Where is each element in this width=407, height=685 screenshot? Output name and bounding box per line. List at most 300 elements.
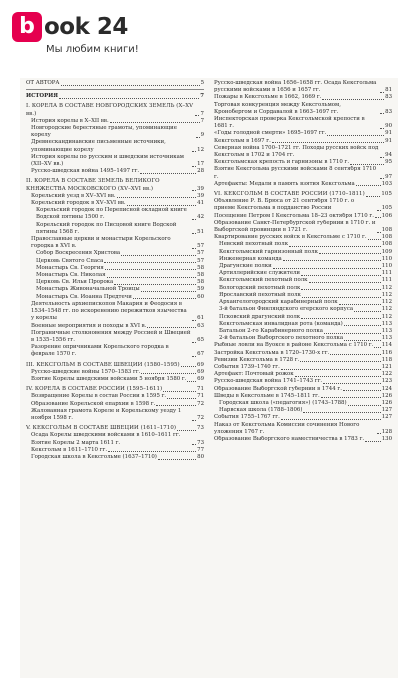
dot-leader: [187, 381, 196, 382]
dot-leader: [301, 318, 381, 319]
toc-entry-title: Монастырь Св. Иоанна Предтечи: [36, 293, 132, 300]
toc-page-number: 128: [381, 428, 392, 435]
toc-entry: [214, 436, 392, 443]
toc-entry: [214, 299, 392, 306]
brand-tagline: Мы любим книги!: [46, 44, 139, 55]
dot-leader: [163, 391, 196, 392]
dot-leader: [303, 412, 380, 413]
toc-entry-title: Вологодский пехотный полк: [219, 284, 301, 291]
toc-entry: [26, 301, 204, 323]
toc-page-number: 108: [381, 234, 392, 241]
dot-leader: [380, 113, 384, 114]
toc-entry-title: Артиллерийские служители: [219, 270, 301, 277]
toc-page-number: 112: [381, 284, 392, 291]
toc-entry-title: Драгунские полки: [219, 263, 272, 270]
toc-page-number: 57: [197, 243, 204, 250]
toc-page-number: 118: [381, 356, 392, 363]
toc-page-number: 91: [385, 137, 392, 144]
toc-entry-title: Корельский городок по Писцовой книге Водской пятины 1568 г.: [36, 221, 177, 235]
toc-page-number: 90: [385, 123, 392, 130]
toc-entry-title: События 1755–1767 гг.: [214, 414, 280, 421]
toc-page-number: 65: [197, 336, 204, 343]
toc-entry: [26, 154, 204, 168]
toc-entry: [26, 447, 204, 454]
toc-entry-title: Образование Санкт-Петербургской губернии в 1710 г. и Выборгской провинции в 1721 г.: [214, 219, 376, 234]
dot-leader: [377, 232, 381, 233]
toc-page-number: 113: [381, 320, 392, 327]
toc-page-number: 39: [197, 192, 204, 199]
toc-entry: [214, 263, 392, 270]
toc-entry-title: Шведы в Кексгольме в 1745–1811 гг.: [214, 392, 320, 399]
toc-page-number: 126: [381, 392, 392, 399]
toc-page-number: 112: [381, 291, 392, 298]
toc-page-number: 116: [381, 349, 392, 356]
toc-page-number: 7: [200, 117, 204, 124]
dot-leader: [192, 166, 196, 167]
dot-leader: [344, 340, 381, 341]
toc-entry: [214, 166, 392, 180]
dot-leader: [195, 115, 199, 116]
dot-leader: [374, 347, 380, 348]
toc-page-number: 71: [196, 386, 204, 393]
dot-leader: [283, 260, 381, 261]
toc-page-number: 58: [197, 264, 204, 271]
toc-entry-title: Монастырь Св. Николая: [36, 272, 106, 279]
toc-entry-title: ИСТОРИЯ: [26, 93, 58, 100]
toc-page-number: 105: [381, 205, 392, 212]
toc-entry-title: 3-й батальон Финляндского егерского корпуса: [219, 306, 354, 313]
toc-entry-title: Артефакты: Медали в память взятия Кексгольма: [214, 180, 355, 187]
toc-entry-title: Инспекторская проверка Кексгольмской крепости в 1681 г.: [214, 116, 365, 130]
toc-page-number: 58: [197, 272, 204, 279]
dot-leader: [273, 268, 381, 269]
toc-entry-title: Артефакт: Почтовый рожок: [214, 371, 294, 378]
toc-entry-title: Древнескандинавские письменные источники, упоминающие корелу: [31, 139, 166, 153]
toc-entry: [26, 207, 204, 221]
toc-entry: [26, 168, 204, 175]
toc-page-number: 58: [197, 279, 204, 286]
toc-entry: [26, 178, 204, 192]
dot-leader: [327, 135, 384, 136]
toc-entry-title: II. КОРЕЛА В СОСТАВЕ ЗЕМЕЛЬ ВЕЛИКОГО КНЯЖЕСТВА МОСКОВСКОГО (XV–XVI вв.): [26, 178, 160, 192]
dot-leader: [158, 459, 196, 460]
toc-entry-title: Жалованная грамота Корелe и Корельскому уезду 1 ноября 1598 г.: [31, 407, 182, 421]
toc-page-number: 67: [197, 351, 204, 358]
toc-entry: [214, 80, 392, 94]
dot-leader: [140, 173, 196, 174]
toc-page-number: 39: [196, 185, 204, 192]
toc-entry: [214, 198, 392, 212]
toc-entry-title: Корельский уезд в XV–XVI вв.: [31, 192, 116, 199]
toc-page-number: 108: [381, 227, 392, 234]
toc-entry-title: Кексгольмская инвалидная рота (команда): [219, 320, 343, 327]
table-of-contents-page: [20, 78, 398, 678]
toc-entry: [26, 125, 204, 139]
toc-page-number: 73: [196, 425, 204, 432]
dot-leader: [192, 151, 196, 152]
dot-leader: [192, 190, 196, 191]
book24-logo[interactable]: [12, 12, 128, 42]
toc-entry-title: Посещение Петром I Кексгольма 18–23 октября 1710 г.: [214, 212, 374, 219]
toc-entry: [214, 314, 392, 321]
dot-leader: [322, 99, 384, 100]
toc-page-number: 7: [200, 110, 204, 117]
dot-leader: [192, 444, 196, 445]
toc-entry: [214, 277, 392, 284]
toc-entry: [214, 400, 392, 407]
toc-column-right: [214, 80, 392, 443]
dot-leader: [368, 239, 381, 240]
toc-entry: [26, 80, 204, 87]
toc-entry-title: Инженерная команда: [219, 255, 282, 262]
toc-entry-title: Ревизии Кексгольма в 1728 г.: [214, 356, 300, 363]
dot-leader: [192, 320, 196, 321]
toc-page-number: 127: [381, 407, 392, 414]
dot-leader: [380, 157, 384, 158]
toc-page-number: 130: [381, 435, 392, 442]
dot-leader: [319, 253, 381, 254]
toc-entry: [214, 102, 392, 116]
dot-leader: [301, 289, 380, 290]
toc-page-number: 69: [197, 375, 204, 382]
dot-leader: [127, 205, 196, 206]
toc-page-number: 83: [385, 94, 392, 101]
toc-page-number: 122: [381, 371, 392, 378]
toc-entry: [214, 213, 392, 220]
toc-entry: [214, 191, 392, 198]
toc-entry: [214, 241, 392, 248]
toc-page-number: 112: [381, 306, 392, 313]
toc-entry-title: Русско-шведская война 1495–1497 гг.: [31, 168, 140, 175]
toc-entry-title: VI. КЕКСГОЛЬМ В СОСТАВЕ РОССИИ (1710–1811): [214, 191, 365, 198]
dot-leader: [61, 85, 200, 86]
dot-leader: [114, 284, 196, 285]
dot-leader: [343, 390, 381, 391]
toc-entry: [214, 181, 392, 188]
dot-leader: [192, 356, 196, 357]
toc-page-number: 77: [197, 446, 204, 453]
toc-entry: [214, 407, 392, 414]
toc-entry: [26, 193, 204, 200]
toc-entry: [26, 222, 204, 236]
toc-entry: [214, 364, 392, 371]
dot-leader: [380, 92, 384, 93]
toc-entry-title: Новгородские берестяные грамоты, упоминающие корелу: [31, 125, 177, 139]
toc-entry-title: «Годы голодной смерти» 1695–1697 гг.: [214, 130, 327, 137]
toc-page-number: 114: [381, 342, 392, 349]
toc-page-number: 5: [200, 80, 204, 86]
toc-entry: [214, 328, 392, 335]
dot-leader: [121, 255, 196, 256]
dot-leader: [141, 291, 197, 292]
toc-entry-title: V. КЕКСГОЛЬМ В СОСТАВЕ ШВЕЦИИ (1611–1710): [26, 425, 177, 432]
toc-entry-title: Батальон 2-го Карабинерного полка: [219, 327, 323, 334]
toc-page-number: 63: [197, 322, 204, 329]
toc-entry-title: Деятельность архиепископов Макария и Феодосия в 1534–1548 гг. по искоренению пережитков язычества у корелы: [31, 300, 187, 322]
toc-entry: [26, 250, 204, 257]
dot-leader: [377, 433, 381, 434]
dot-leader: [192, 420, 196, 421]
toc-page-number: 12: [197, 146, 204, 153]
logo-mark: b: [12, 12, 42, 42]
toc-entry: [26, 139, 204, 153]
toc-entry-title: Торговая конкуренция между Кексгольмом, Кронобергом и Сордавалой в 1663–1697 гг.: [214, 101, 341, 115]
toc-page-number: 73: [197, 439, 204, 446]
toc-entry: [214, 270, 392, 277]
dot-leader: [59, 98, 199, 99]
toc-entry-title: Городская школа («педагогия») (1743–1788): [219, 399, 347, 406]
toc-page-number: 113: [381, 335, 392, 342]
dot-leader: [350, 164, 384, 165]
dot-leader: [281, 419, 381, 420]
toc-entry-title: 2-й батальон Выборгского пехотного полка: [219, 335, 344, 342]
dot-leader: [167, 398, 196, 399]
toc-entry: [26, 286, 204, 293]
toc-entry: [26, 376, 204, 383]
toc-page-number: 83: [385, 108, 392, 115]
toc-page-number: 106: [381, 212, 392, 219]
dot-leader: [324, 333, 381, 334]
toc-entry-title: Ярославский пехотный полк: [219, 291, 301, 298]
toc-entry-title: Русско-шведская война 1741–1743 гг.: [214, 378, 323, 385]
toc-entry-title: Объявление Р. В. Брюса от 21 сентября 1710 г. о приеме Кексгольма в подданство России: [214, 198, 355, 212]
toc-entry-title: Городская школа в Кексгольме (1637–1710): [31, 453, 157, 460]
toc-page-number: 81: [385, 87, 392, 94]
toc-page-number: 57: [197, 257, 204, 264]
toc-entry-title: Русско-шведская война 1656–1658 гг. Осада Кексгольма русскими войсками в 1656 и 1657 гг.: [214, 80, 377, 94]
toc-entry-title: Церковь Святого Спаса: [36, 257, 104, 264]
dot-leader: [330, 354, 380, 355]
toc-entry: [214, 414, 392, 421]
toc-page-number: 71: [197, 393, 204, 400]
toc-entry-title: Разорение опричниками Корельского городка в феврале 1570 г.: [31, 344, 169, 358]
toc-entry: [26, 258, 204, 265]
toc-entry: [26, 103, 204, 117]
toc-entry: [26, 393, 204, 400]
toc-entry: [214, 393, 392, 400]
toc-entry: [214, 292, 392, 299]
toc-entry: [26, 344, 204, 358]
dot-leader: [354, 311, 381, 312]
toc-entry: [214, 306, 392, 313]
toc-entry: [26, 272, 204, 279]
toc-page-number: 105: [381, 191, 392, 198]
dot-leader: [300, 361, 380, 362]
dot-leader: [181, 366, 196, 367]
toc-page-number: 61: [197, 315, 204, 322]
toc-page-number: 111: [381, 277, 392, 284]
dot-leader: [272, 142, 384, 143]
toc-entry-title: Корельский городок в XV–XVI вв.: [31, 200, 126, 207]
toc-entry: [214, 94, 392, 101]
toc-entry-title: Корельский городок по Переписной окладной книге Водской пятины 1500 г.: [36, 207, 187, 221]
dot-leader: [380, 178, 384, 179]
toc-page-number: 109: [381, 248, 392, 255]
dot-leader: [105, 269, 196, 270]
toc-page-number: 126: [381, 399, 392, 406]
dot-leader: [375, 217, 381, 218]
dot-leader: [117, 197, 197, 198]
toc-entry: [214, 321, 392, 328]
toc-entry: [214, 220, 392, 234]
toc-entry-title: Кексгольмский пехотный полк: [219, 277, 308, 284]
toc-entry-title: Северная война 1700–1721 гг. Походы русских войск под Кексгольм в 1702 и 1704 гг.: [214, 144, 379, 159]
toc-entry-title: Монастырь Св. Георгия: [36, 264, 104, 271]
dot-leader: [380, 128, 384, 129]
dot-leader: [323, 383, 381, 384]
dot-leader: [177, 430, 196, 431]
dot-leader: [147, 327, 196, 328]
logo-wordmark: ook 24: [44, 14, 128, 40]
toc-entry: [26, 330, 204, 344]
toc-page-number: 69: [197, 368, 204, 375]
toc-entry: [26, 454, 204, 461]
dot-leader: [321, 397, 381, 398]
dot-leader: [192, 248, 196, 249]
toc-page-number: 51: [197, 228, 204, 235]
dot-leader: [377, 210, 381, 211]
toc-entry: [26, 386, 204, 393]
toc-entry: [214, 256, 392, 263]
toc-page-number: 94: [385, 152, 392, 159]
toc-entry-title: Собор Воскресения Христова: [36, 250, 121, 257]
toc-entry-title: Русско-шведские войны 1570–1583 гг.: [31, 368, 141, 375]
toc-entry-title: Кексгольм в 1697 г.: [214, 137, 271, 144]
dot-leader: [108, 451, 196, 452]
toc-entry: [26, 294, 204, 301]
toc-entry: [214, 350, 392, 357]
toc-page-number: 121: [381, 363, 392, 370]
toc-entry-title: Образование Выборгского наместничества в 1783 г.: [214, 435, 365, 442]
toc-entry-title: Монастырь Живоначальной Троицы: [36, 286, 140, 293]
toc-page-number: 127: [381, 414, 392, 421]
toc-entry-title: Осада Корелы шведскими войсками в 1610–1611 гг. Взятие Корелы 2 марта 1611 г.: [31, 432, 181, 446]
toc-entry: [214, 342, 392, 349]
toc-entry-title: Возвращение Корелы в состав России в 1595 г.: [31, 393, 167, 400]
toc-entry-title: I. КОРЕЛА В СОСТАВЕ НОВГОРОДСКИХ ЗЕМЕЛЬ (X–XV вв.): [26, 103, 194, 117]
toc-entry: [26, 265, 204, 272]
toc-entry: [214, 357, 392, 364]
toc-entry-title: События 1739–1740 гг.: [214, 363, 280, 370]
toc-entry: [26, 323, 204, 330]
dot-leader: [356, 185, 381, 186]
toc-page-number: 7: [200, 93, 204, 100]
toc-page-number: 59: [197, 286, 204, 293]
toc-entry-title: Застройка Кексгольма в 1720–1730-х гг.: [214, 349, 330, 356]
toc-entry: [214, 130, 392, 137]
toc-entry-title: Образование Выборгской губернии в 1744 г.: [214, 385, 342, 392]
toc-page-number: 110: [381, 263, 392, 270]
dot-leader: [295, 376, 381, 377]
toc-entry: [214, 159, 392, 166]
dot-leader: [133, 298, 196, 299]
toc-entry-title: Пограничные столкновения между Россией и Швецией в 1535–1556 гг.: [31, 329, 191, 343]
toc-page-number: 112: [381, 299, 392, 306]
dot-leader: [192, 233, 196, 234]
toc-page-number: 111: [381, 270, 392, 277]
toc-entry: [26, 425, 204, 432]
toc-page-number: 72: [197, 400, 204, 407]
toc-entry: [26, 236, 204, 250]
toc-page-number: 124: [381, 385, 392, 392]
toc-entry: [214, 138, 392, 145]
toc-entry-title: Православные церкви и монастыри Корельского городка в XVI в.: [31, 236, 171, 250]
toc-page-number: 113: [381, 327, 392, 334]
dot-leader: [141, 373, 196, 374]
toc-entry-title: Взятие Кексгольма русскими войсками 8 сентября 1710 г.: [214, 166, 377, 180]
toc-entry: [214, 386, 392, 393]
toc-page-number: 28: [197, 168, 204, 175]
toc-entry: [214, 335, 392, 342]
toc-page-number: 17: [197, 161, 204, 168]
toc-entry: [26, 279, 204, 286]
toc-entry-title: III. КЕКСГОЛЬМ В СОСТАВЕ ШВЕЦИИ (1580–1595): [26, 361, 180, 368]
toc-page-number: 103: [381, 180, 392, 187]
toc-page-number: 69: [196, 361, 204, 368]
toc-entry-title: История корелы в X–XII вв.: [31, 117, 109, 124]
toc-entry-title: Кексгольмская крепость и гарнизоны в 1710 г.: [214, 159, 350, 166]
dot-leader: [289, 246, 381, 247]
toc-entry: [214, 371, 392, 378]
toc-entry-title: Военные мероприятия и походы в XVI в.: [31, 322, 147, 329]
toc-page-number: 42: [197, 214, 204, 221]
toc-entry: [214, 249, 392, 256]
dot-leader: [104, 262, 196, 263]
toc-entry-title: Квартирование русских войск в Кексгольме с 1710 г.: [214, 234, 367, 241]
dot-leader: [192, 342, 196, 343]
dot-leader: [302, 297, 381, 298]
toc-entry-title: Образование Корельской епархии в 1598 г.: [31, 400, 156, 407]
toc-page-number: 57: [197, 250, 204, 257]
toc-entry: [214, 285, 392, 292]
toc-entry: [26, 118, 204, 125]
toc-entry-title: История корелы по русским и шведским источникам (XII–XV вв.): [31, 153, 184, 168]
toc-page-number: 97: [385, 173, 392, 180]
toc-entry-title: Рыбные ловли на Вуоксе в районе Кексгольма с 1710 г.: [214, 342, 374, 349]
divider: [26, 89, 204, 90]
toc-page-number: 9: [200, 132, 204, 139]
toc-entry: [26, 369, 204, 376]
dot-leader: [344, 325, 381, 326]
toc-entry-title: Нарвская школа (1788–1806): [219, 407, 303, 414]
toc-entry-title: Наказ от Кексгольма Комиссии сочинения Нового уложения 1767 г.: [214, 421, 360, 435]
toc-entry-title: Архангелогородский карабинерный полк: [219, 299, 338, 306]
toc-page-number: 72: [197, 414, 204, 421]
toc-page-number: 95: [385, 159, 392, 166]
toc-entry-title: IV. КОРЕЛА В СОСТАВЕ РОССИИ (1595–1611): [26, 386, 163, 393]
toc-entry: [26, 93, 204, 100]
toc-entry-title: ОТ АВТОРА: [26, 80, 60, 86]
toc-entry: [26, 200, 204, 207]
toc-entry-title: Кексгольм в 1611–1710 гг.: [31, 446, 108, 453]
toc-entry-title: Кексгольмский гарнизонный полк: [219, 248, 318, 255]
toc-entry-title: Невский пехотный полк: [219, 241, 289, 248]
dot-leader: [366, 196, 381, 197]
toc-entry: [26, 401, 204, 408]
toc-page-number: 91: [385, 130, 392, 137]
dot-leader: [196, 137, 200, 138]
toc-entry: [214, 234, 392, 241]
dot-leader: [107, 277, 197, 278]
dot-leader: [309, 282, 381, 283]
toc-entry: [26, 362, 204, 369]
dot-leader: [110, 122, 200, 123]
toc-entry: [26, 432, 204, 446]
toc-page-number: 110: [381, 255, 392, 262]
dot-leader: [281, 369, 381, 370]
dot-leader: [365, 441, 381, 442]
toc-entry: [214, 378, 392, 385]
